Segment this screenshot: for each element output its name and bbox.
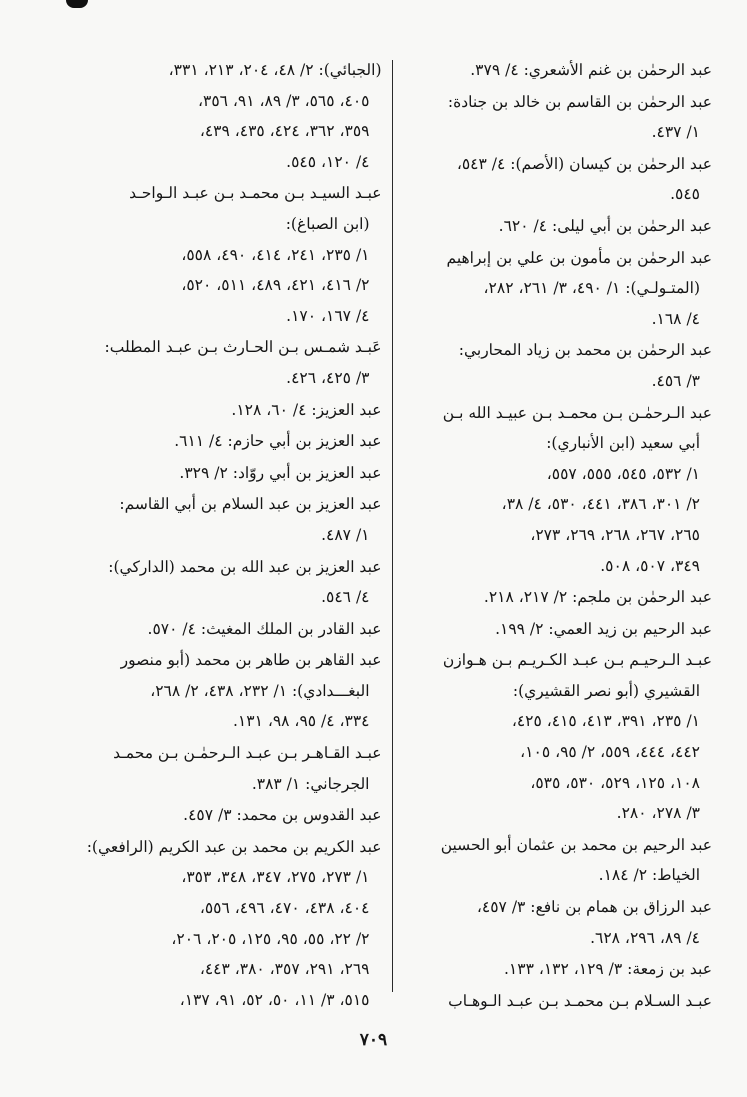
index-entry [72,458,382,489]
index-entry [403,211,713,242]
index-entry [72,552,382,613]
entry-heading-line: عبد الـرحمٰـن بـن محمـد بـن عبيـد الله بـن [442,403,712,422]
entry-heading-line: عبد الرحمٰن بن محمد بن زياد المحاربي: [458,341,712,360]
entry-heading-line: عبد الرحيم بن محمد بن عثمان أبو الحسين [440,835,712,854]
entry-continuation-line: ٣/ ٤٥٦. [651,371,700,390]
index-entry [403,830,713,891]
index-entry [403,335,713,396]
index-entry [72,800,382,831]
entry-continuation-line: ٢/ ٢٢، ٥٥، ٩٥، ١٢٥، ٢٠٥، ٢٠٦، [171,929,370,948]
entry-continuation-line: ٢/ ٤١٦، ٤٢١، ٤٨٩، ٥١١، ٥٢٠، [181,276,370,295]
entry-continuation-line: ١/ ٢٣٥، ٣٩١، ٤١٣، ٤١٥، ٤٢٥، [511,712,700,731]
index-entry [403,55,713,86]
index-entry [403,582,713,613]
entry-continuation-line: ١/ ٢٣٥، ٢٤١، ٤١٤، ٤٩٠، ٥٥٨، [181,245,370,264]
entry-heading-line: عبد العزيز بن عبد الله بن محمد (الداركي): [108,557,382,576]
index-entry [403,954,713,985]
index-entry [403,243,713,335]
entry-heading-line: عبد القاهر بن طاهر بن محمد (أبو منصور [120,651,382,670]
entry-continuation-line: (المتـولـي): ١/ ٤٩٠، ٣/ ٢٦١، ٢٨٢، [483,279,700,298]
entry-continuation-line: أبي سعيد (ابن الأنباري): [546,434,700,453]
entry-continuation-line: ١٠٨، ١٢٥، ٥٢٩، ٥٣٠، ٥٣٥، [530,773,700,792]
entry-heading-line: عبد بن زمعة: ٣/ ١٢٩، ١٣٢، ١٣٣. [503,960,712,979]
entry-continuation-line: ١/ ٢٧٣، ٢٧٥، ٣٤٧، ٣٤٨، ٣٥٣، [181,868,370,887]
entry-continuation-line: ١/ ٤٣٧. [651,123,700,142]
entry-continuation-line: ٤٤٢، ٤٤٤، ٥٥٩، ٢/ ٩٥، ١٠٥، [520,743,700,762]
index-entry [72,738,382,799]
entry-continuation-line: ٤/ ٨٩، ٢٩٦، ٦٢٨. [590,928,700,947]
entry-continuation-line: ٣٣٤، ٤/ ٩٥، ٩٨، ١٣١. [232,712,370,731]
index-entry [403,87,713,148]
index-entry [72,426,382,457]
entry-continuation-line: ٤٠٥، ٥٦٥، ٣/ ٨٩، ٩١، ٣٥٦، [197,91,370,110]
index-entry [72,832,382,1016]
entry-heading-line: عبـد القـاهـر بـن عبـد الـرحمٰـن بـن محمـد [113,744,382,763]
entry-heading-line: عبد العزيز بن عبد السلام بن أبي القاسم: [119,495,382,514]
entry-continuation-line: ٥٤٥. [670,185,700,204]
entry-continuation-line: ٤/ ١٢٠، ٥٤٥. [286,152,370,171]
entry-heading-line: عبد الرحمٰن بن غنم الأشعري: ٤/ ٣٧٩. [470,61,712,79]
index-entry [72,614,382,645]
index-entry [403,149,713,210]
entry-continuation-line: ٣/ ٢٧٨، ٢٨٠. [616,804,700,823]
entry-continuation-line: الجرجاني: ١/ ٣٨٣. [251,774,370,793]
index-entry [403,986,713,1017]
entry-continuation-line: ٣٤٩، ٥٠٧، ٥٠٨. [600,556,700,575]
entry-heading-line: عبد القادر بن الملك المغيث: ٤/ ٥٧٠. [147,619,382,638]
entry-heading-line: عبد العزيز: ٤/ ٦٠، ١٢٨. [231,400,382,419]
entry-continuation-line: ٤/ ١٦٨. [651,309,700,328]
entry-continuation-line: الخياط: ٢/ ١٨٤. [598,866,700,885]
entry-continuation-line: ٤٠٤، ٤٣٨، ٤٧٠، ٤٩٦، ٥٥٦، [199,899,370,918]
entry-continuation-line: (ابن الصباغ): [285,214,370,233]
index-entry [403,398,713,582]
index-entry [403,614,713,645]
entry-heading-line: عبد العزيز بن أبي روّاد: ٢/ ٣٢٩. [179,463,382,482]
index-entry [72,489,382,550]
entry-heading-line: عبد الرحمٰن بن ملجم: ٢/ ٢١٧، ٢١٨. [483,588,712,607]
index-page [72,55,712,1010]
corner-ink-mark [66,0,88,8]
left-column [72,55,392,1009]
entry-continuation-line: ٣٥٩، ٣٦٢، ٤٢٤، ٤٣٥، ٤٣٩، [199,122,370,141]
page-number: ٧٠٩ [359,1030,388,1050]
entry-continuation-line: البغـــدادي): ١/ ٢٣٢، ٤٣٨، ٢/ ٢٦٨، [150,681,370,700]
entry-heading-line: عبد القدوس بن محمد: ٣/ ٤٥٧. [183,806,382,825]
entry-continuation-line: ٤/ ٥٤٦. [321,588,370,607]
column-divider [392,60,393,992]
entry-continuation-line: ٥١٥، ٣/ ١١، ٥٠، ٥٢، ٩١، ١٣٧، [179,990,370,1009]
entry-heading-line: عبـد الـرحيـم بـن عبـد الكـريـم بـن هـوازن [442,651,712,670]
entry-heading-line: عبد العزيز بن أبي حازم: ٤/ ٦١١. [174,432,382,451]
entry-continuation-line: ١/ ٥٣٢، ٥٤٥، ٥٥٥، ٥٥٧، [546,464,700,483]
entry-continuation-line: ٢٦٥، ٢٦٧، ٢٦٨، ٢٦٩، ٢٧٣، [530,525,700,544]
entry-continuation-line: ٣/ ٤٢٥، ٤٢٦. [286,368,370,387]
entry-heading-line: عبد الرحمٰن بن كيسان (الأصم): ٤/ ٥٤٣، [456,154,712,173]
entry-heading-line: عبد الرحيم بن زيد العمي: ٢/ ١٩٩. [495,619,712,638]
entry-heading-line: عبد الرحمٰن بن القاسم بن خالد بن جنادة: [447,92,712,111]
entry-heading-line: (الجبائي): ٢/ ٤٨، ٢٠٤، ٢١٣، ٣٣١، [168,61,382,79]
entry-continuation-line: ٢/ ٣٠١، ٣٨٦، ٤٤١، ٥٣٠، ٤/ ٣٨، [501,495,700,514]
entry-heading-line: عَبـد شمـس بـن الحـارث بـن عبـد المطلب: [104,338,382,357]
index-entry [72,332,382,393]
entry-heading-line: عبد الرزاق بن همام بن نافع: ٣/ ٤٥٧، [476,898,712,917]
entry-heading-line: عبـد السيـد بـن محمـد بـن عبـد الـواحـد [129,184,382,203]
index-entry [72,178,382,331]
entry-continuation-line: ٤/ ١٦٧، ١٧٠. [286,306,370,325]
entry-heading-line: عبـد السـلام بـن محمـد بـن عبـد الـوهـاب [448,991,712,1010]
entry-continuation-line: ٢٦٩، ٢٩١، ٣٥٧، ٣٨٠، ٤٤٣، [199,960,370,979]
index-entry [72,645,382,737]
entry-continuation-line: ١/ ٤٨٧. [321,525,370,544]
entry-heading-line: عبد الرحمٰن بن أبي ليلى: ٤/ ٦٢٠. [498,216,712,235]
right-column [393,55,713,1010]
index-entry [72,395,382,426]
entry-heading-line: عبد الرحمٰن بن مأمون بن علي بن إبراهيم [446,248,712,267]
index-entry [403,892,713,953]
entry-continuation-line: القشيري (أبو نصر القشيري): [512,681,700,700]
entry-heading-line: عبد الكريم بن محمد بن عبد الكريم (الرافعي): [86,837,382,856]
index-entry [403,645,713,829]
index-entry [72,55,382,177]
